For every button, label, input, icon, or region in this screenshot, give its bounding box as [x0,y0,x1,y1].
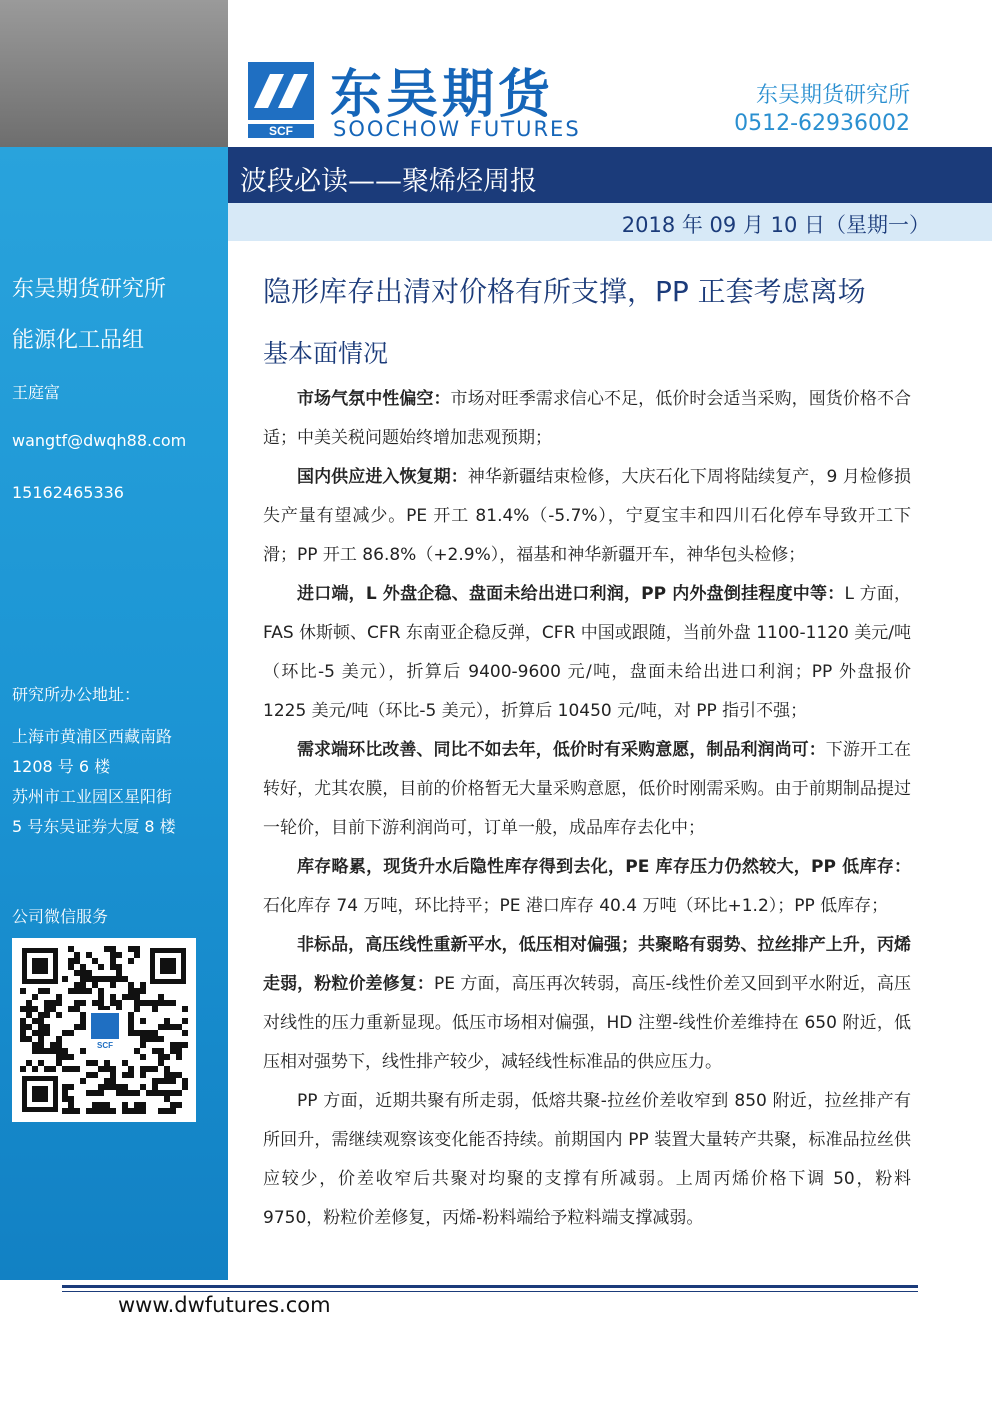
brand-name-cn: 东吴期货 [330,65,555,125]
paragraph: 需求端环比改善、同比不如去年，低价时有采购意愿，制品利润尚可：下游开工在转好，尤其农膜，目前的价格暂无大量采购意愿，低价时刚需采购。由于前期制品提过一轮价，目前下游利润尚可，订单一般，成品库存去化中； [263,740,912,838]
address-heading: 研究所办公地址： [12,685,141,704]
sidebar-top-block [0,0,228,147]
paragraph: 进口端，L 外盘企稳、盘面未给出进口利润，PP 内外盘倒挂程度中等：L 方面，FAS 休斯顿、CFR 东南亚企稳反弹，CFR 中国或跟随，当前外盘 1100-1120 美元/吨（环比-5 美元），折算后 9400-9600 元/吨，盘面未给出进口利润；PP 外盘报价 1225 美元/吨（环比-5 美元），折算后 10450 元/吨，对 PP 指引不强； [263,584,912,721]
report-title: 波段必读——聚烯烃周报 [240,166,537,197]
footer-website-link[interactable]: www.dwfutures.com [118,1293,331,1317]
company-logo-icon [248,62,314,138]
author-phone: 15162465336 [12,483,124,502]
address-line: 上海市黄浦区西藏南路 [12,727,173,746]
institute-name: 东吴期货研究所 [755,83,910,108]
author-email[interactable]: wangtf@dwqh88.com [12,431,187,450]
paragraph: 国内供应进入恢复期：神华新疆结束检修，大庆石化下周将陆续复产，9 月检修损失产量有望减少。PE 开工 81.4%（-5.7%），宁夏宝丰和四川石化停车导致开工下滑；PP 开工 86.8%（+2.9%），福基和神华新疆开车，神华包头检修； [263,467,912,565]
address-line: 1208 号 6 楼 [12,757,111,776]
date-bar [228,203,992,241]
brand-name-en: SOOCHOW FUTURES [333,117,581,141]
paragraph: PP 方面，近期共聚有所走弱，低熔共聚-拉丝价差收窄到 850 附近，拉丝排产有所回升，需继续观察该变化能否持续。前期国内 PP 装置大量转产共聚，标准品拉丝供应较少，价差收窄后共聚对均聚的支撑有所减弱。上周丙烯价格下调 50，粉料 9750，粉粒价差修复，丙烯-粉料端给予粒料端支撑减弱。 [263,1091,911,1228]
report-date: 2018 年 09 月 10 日（星期一） [621,213,930,237]
institute-phone: 0512-62936002 [734,111,910,136]
section-title: 基本面情况 [263,339,389,368]
footer-divider [62,1285,918,1288]
logo-text: SCF [269,124,293,138]
paragraph: 市场气氛中性偏空：市场对旺季需求信心不足，低价时会适当采购，囤货价格不合适；中美关税问题始终增加悲观预期； [263,389,912,448]
wechat-qr-code-icon [12,938,196,1122]
body-text [263,380,911,1238]
address-line: 5 号东吴证券大厦 8 楼 [12,817,176,836]
headline: 隐形库存出清对价格有所支撑，PP 正套考虑离场 [263,275,866,308]
address-line: 苏州市工业园区星阳街 [12,787,173,806]
author-name: 王庭富 [12,383,61,402]
sidebar-org: 东吴期货研究所 [12,277,167,302]
paragraph: 库存略累，现货升水后隐性库存得到去化，PE 库存压力仍然较大，PP 低库存：石化库存 74 万吨，环比持平；PE 港口库存 40.4 万吨（环比+1.2）；PP 低库存； [263,857,911,916]
report-title-bar [228,147,992,203]
paragraph: 非标品，高压线性重新平水，低压相对偏强；共聚略有弱势、拉丝排产上升，丙烯走弱，粉粒价差修复：PE 方面，高压再次转弱，高压-线性价差又回到平水附近，高压对线性的压力重新显现。低压市场相对偏强，HD 注塑-线性价差维持在 650 附近，低压相对强势下，线性排产较少，减轻线性标准品的供应压力。 [263,935,911,1072]
sidebar-group: 能源化工品组 [12,328,145,353]
qr-logo-text: SCF [97,1041,113,1050]
footer-divider-thin [62,1291,918,1292]
wechat-heading: 公司微信服务 [12,907,109,926]
